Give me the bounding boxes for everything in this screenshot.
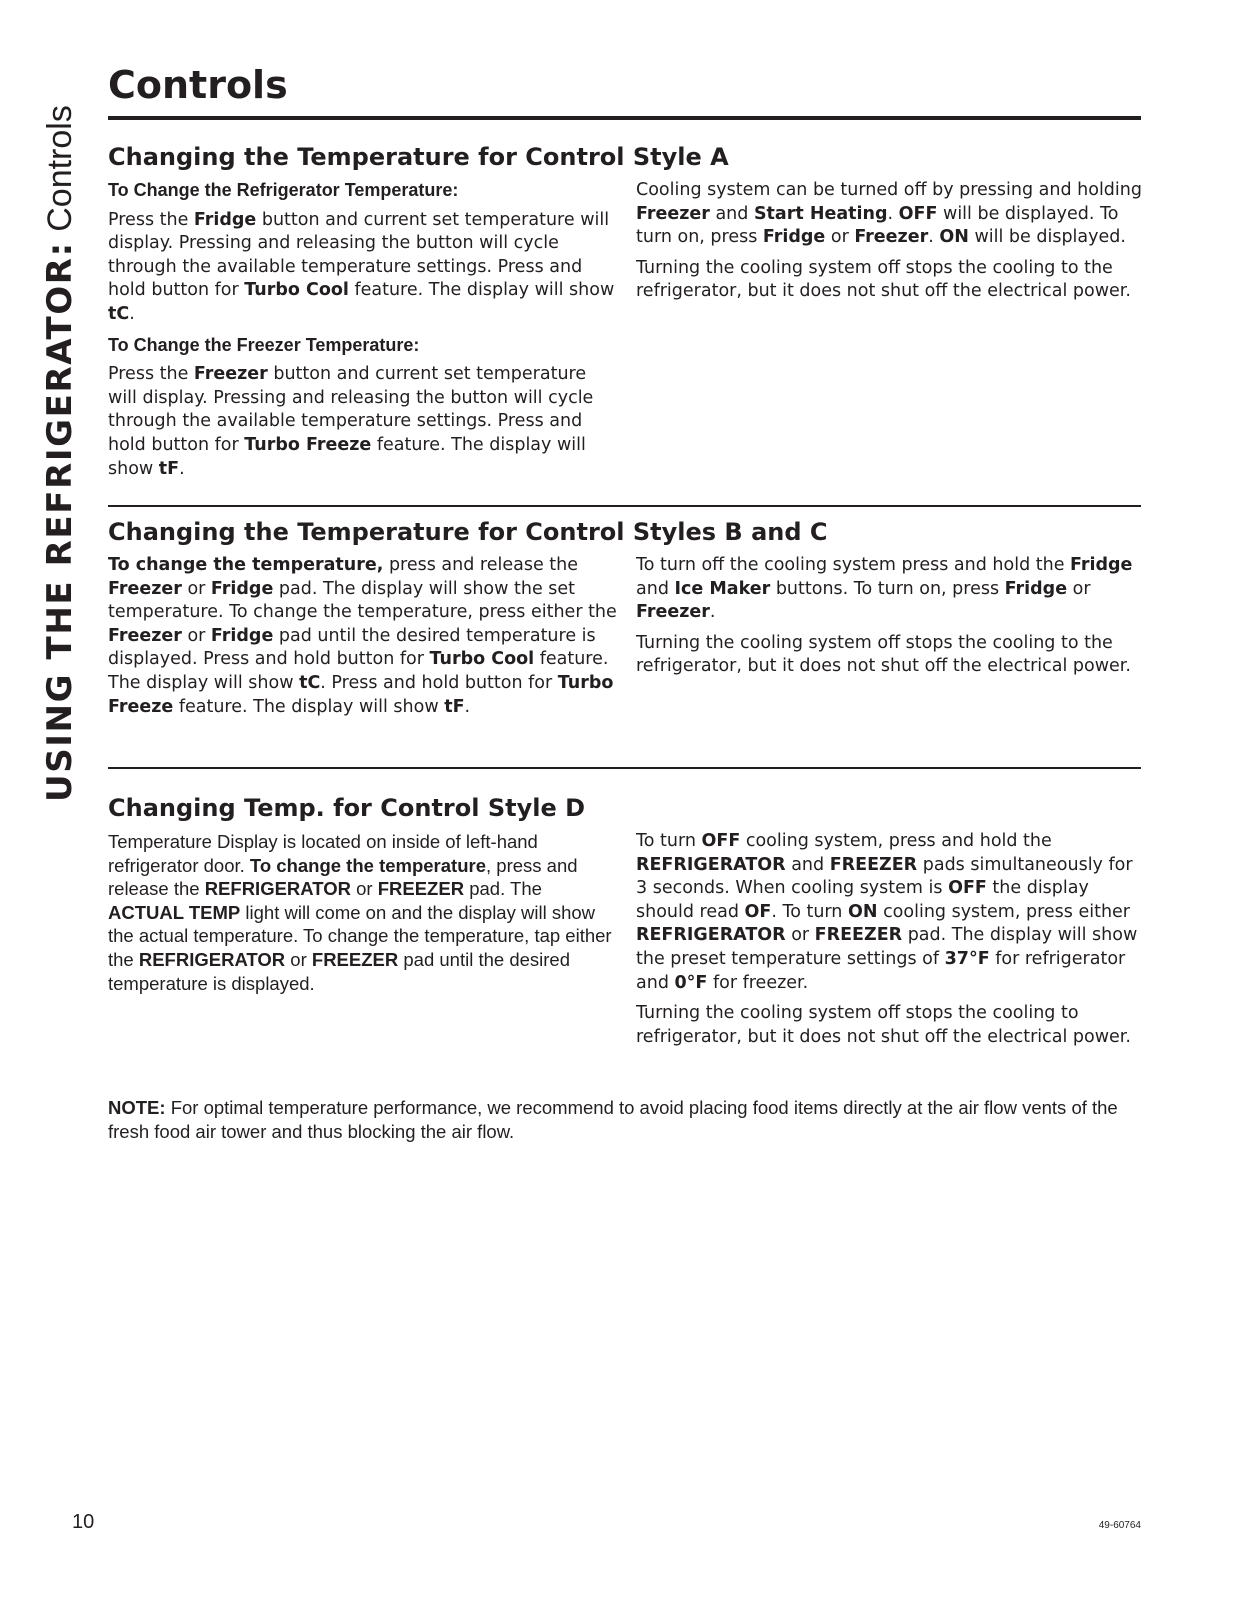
text-run: button and current set temperature will display. Pressing and releasing the button will cycle through the available temperature settings. Press and hold button for <box>108 209 610 301</box>
text-run: pads simultaneously for 3 seconds. When cooling system is <box>636 854 1133 899</box>
body-paragraph <box>636 257 1146 304</box>
text-run: pad. The <box>464 878 542 900</box>
text-run: for refrigerator and <box>636 948 1126 993</box>
text-run: Turning the cooling system off stops the cooling to refrigerator, but it does not shut off the electrical power. <box>636 1003 1131 1047</box>
section-divider <box>108 767 1141 769</box>
text-run: Temperature Display is located on inside of left-hand refrigerator door. <box>108 831 538 876</box>
section-style-bc-left <box>108 554 618 726</box>
text-run: feature. The display will show <box>108 434 586 479</box>
body-paragraph <box>108 363 618 481</box>
section-style-a-left <box>108 179 618 488</box>
note-text: For optimal temperature performance, we recommend to avoid placing food items directly at the air flow vents of the fresh food air tower and thus blocking the air flow. <box>108 1097 1118 1142</box>
bold-text: Freezer <box>108 578 182 599</box>
text-run: . <box>928 227 940 248</box>
text-run: . <box>179 458 185 479</box>
text-run: . Press and hold button for <box>320 672 558 693</box>
note-label: NOTE: <box>108 1097 166 1118</box>
bold-text: OFF <box>948 878 987 899</box>
text-run: Cooling system can be turned off by pressing and holding <box>636 180 1142 200</box>
side-tab-label <box>40 42 80 802</box>
bold-text: Fridge <box>762 227 826 248</box>
bold-text: Freezer <box>636 602 710 623</box>
text-run: . <box>887 203 899 224</box>
text-run: Turning the cooling system off stops the cooling to the refrigerator, but it does not shut off the electrical power. <box>636 632 1131 677</box>
text-run: or <box>350 878 378 900</box>
text-run: or <box>181 625 211 646</box>
text-run: pad until the desired temperature is displayed. Press and hold button for <box>108 625 596 670</box>
text-run: To turn <box>636 831 702 851</box>
bold-text: Ice Maker <box>674 578 771 599</box>
body-paragraph <box>108 554 618 719</box>
bold-text: 37°F <box>944 948 990 969</box>
body-paragraph <box>636 830 1146 995</box>
body-paragraph <box>108 209 618 327</box>
bold-text: REFRIGERATOR <box>636 925 786 946</box>
text-run: pad until the desired temperature is displayed. <box>108 948 570 994</box>
page-number: 10 <box>72 1511 95 1533</box>
bold-text: Turbo Cool <box>429 649 535 670</box>
text-run: . <box>129 303 135 324</box>
bold-text: To change the temperature <box>249 854 486 876</box>
text-run: and <box>636 578 675 599</box>
text-run: . To turn <box>771 901 848 922</box>
text-run: or <box>181 578 211 599</box>
section-style-bc-heading: Changing the Temperature for Control Styles B and C <box>108 518 828 546</box>
text-run: the display should read <box>636 878 1089 922</box>
note-paragraph <box>108 1096 1148 1144</box>
bold-text: Turbo Freeze <box>244 434 372 455</box>
text-run: cooling system, press and hold the <box>740 831 1052 851</box>
side-tab-topic: Controls <box>41 105 79 242</box>
bold-text: REFRIGERATOR <box>636 854 786 875</box>
subheading: To Change the Refrigerator Temperature: <box>108 180 459 200</box>
bold-text: Fridge <box>1070 555 1133 575</box>
bold-text: FREEZER <box>377 878 465 900</box>
bold-text: tF <box>444 696 465 717</box>
text-run: feature. The display will show <box>348 280 615 301</box>
bold-text: tC <box>299 672 321 693</box>
bold-text: FREEZER <box>814 925 903 946</box>
text-run: . <box>464 696 471 717</box>
bold-text: Fridge <box>1004 578 1068 599</box>
text-run: Press the <box>108 209 194 230</box>
bold-text: Freezer <box>193 364 268 385</box>
bold-text: Fridge <box>193 209 257 230</box>
bold-text: OFF <box>898 203 938 224</box>
bold-text: To change the temperature, <box>108 555 384 575</box>
text-run: or <box>285 948 312 970</box>
body-paragraph <box>636 1002 1146 1049</box>
bold-text: OF <box>744 901 772 922</box>
text-run: Press the <box>108 364 194 385</box>
text-run: feature. The display will show <box>108 649 609 693</box>
text-run: cooling system, press either <box>877 901 1131 922</box>
section-style-a-heading: Changing the Temperature for Control Style A <box>108 143 729 171</box>
text-run: light will come on and the display will show the actual temperature. To change the temperature, tap either the <box>108 901 612 970</box>
body-paragraph <box>636 554 1146 625</box>
bold-text: Start Heating <box>753 203 888 224</box>
text-run: or <box>785 925 815 946</box>
bold-text: Freezer <box>854 227 929 248</box>
text-run: press and release the <box>383 555 579 575</box>
section-style-d-right <box>636 830 1146 1056</box>
text-run: will be displayed. <box>968 227 1126 248</box>
bold-text: REFRIGERATOR <box>138 948 286 970</box>
text-run: feature. The display will show <box>173 696 445 717</box>
bold-text: OFF <box>701 831 741 851</box>
text-run: , press and release the <box>108 854 578 900</box>
bold-text: ON <box>847 901 878 922</box>
section-style-a-right <box>636 179 1146 311</box>
bold-text: Freezer <box>108 625 182 646</box>
page-title: Controls <box>108 63 288 107</box>
section-divider <box>108 505 1141 507</box>
text-run: and <box>785 854 830 875</box>
text-run: To turn off the cooling system press and hold the <box>636 555 1071 575</box>
bold-text: Turbo Cool <box>244 280 349 301</box>
text-run: and <box>709 203 754 224</box>
subheading: To Change the Freezer Temperature: <box>108 334 420 355</box>
text-run: for freezer. <box>707 972 809 993</box>
section-style-bc-right <box>636 554 1146 686</box>
bold-text: Fridge <box>210 578 274 599</box>
title-rule <box>108 116 1141 120</box>
text-run: will be displayed. To turn on, press <box>636 203 1119 248</box>
bold-text: tC <box>108 303 130 324</box>
bold-text: tF <box>158 458 180 479</box>
text-run: buttons. To turn on, press <box>770 578 1005 599</box>
side-tab-section: USING THE REFRIGERATOR: <box>40 241 80 802</box>
text-run: . <box>709 602 716 623</box>
section-style-d-heading: Changing Temp. for Control Style D <box>108 794 585 822</box>
bold-text: ACTUAL TEMP <box>108 901 241 923</box>
text-run: Turning the cooling system off stops the cooling to the refrigerator, but it does not shut off the electrical power. <box>636 257 1131 302</box>
body-paragraph <box>108 830 618 995</box>
body-paragraph <box>636 179 1146 250</box>
bold-text: 0°F <box>674 972 708 993</box>
text-run: or <box>1067 578 1091 599</box>
text-run: pad. The display will show the preset temperature settings of <box>636 925 1138 969</box>
text-run: pad. The display will show the set temperature. To change the temperature, press either the <box>108 578 617 623</box>
document-number: 49-60764 <box>1098 1520 1141 1531</box>
bold-text: Turbo Freeze <box>108 672 614 717</box>
bold-text: Freezer <box>636 203 710 224</box>
text-run: or <box>825 227 855 248</box>
body-paragraph <box>636 632 1146 679</box>
bold-text: ON <box>939 227 969 248</box>
bold-text: REFRIGERATOR <box>204 878 351 900</box>
bold-text: FREEZER <box>311 948 399 970</box>
bold-text: FREEZER <box>829 854 918 875</box>
text-run: button and current set temperature will display. Pressing and releasing the button will cycle through the available temperature settings. Press and hold button for <box>108 364 594 455</box>
bold-text: Fridge <box>210 625 274 646</box>
section-style-d-left <box>108 830 618 1002</box>
